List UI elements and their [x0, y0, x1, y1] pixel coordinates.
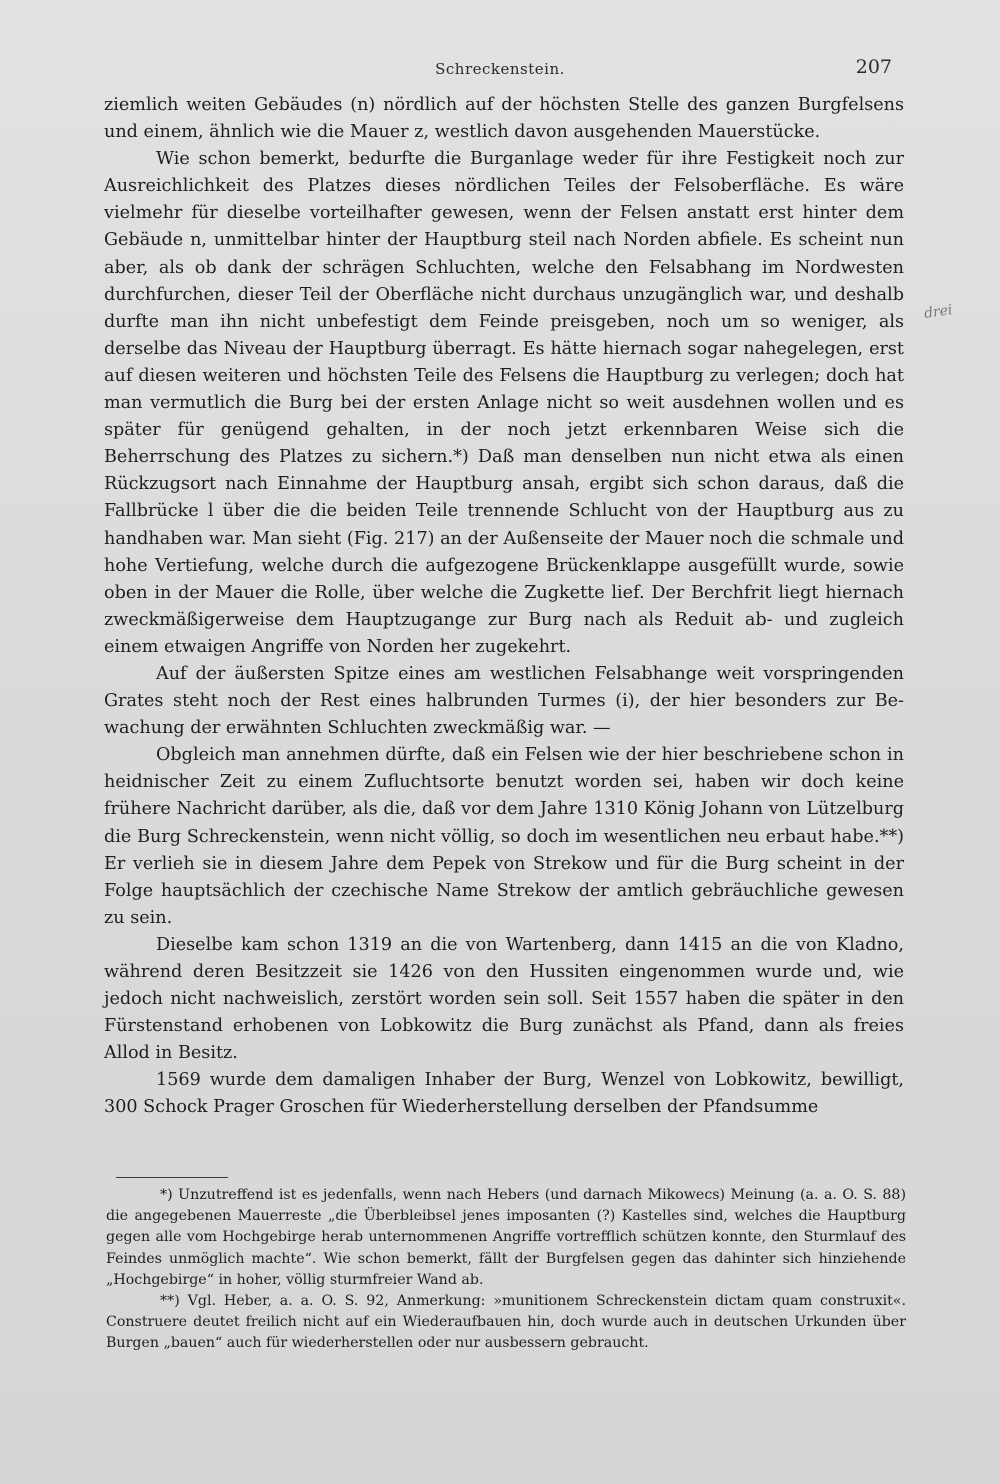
handwritten-margin-note: drei [923, 302, 954, 322]
paragraph: Obgleich man annehmen dürfte, daß ein Felsen wie der hier beschriebene schon in heidnischer Zeit zu einem Zufluchtsorte benutzt worden sei, haben wir doch keine frühere Nachricht darüber, als die, daß vor dem Jahre 1310 König Johann von Lützelburg die Burg Schreckenstein, wenn nicht völlig, so doch im wesentlichen neu erbaut habe.**) Er verlieh sie in diesem Jahre dem Pepek von Strekow und für die Burg scheint in der Folge hauptsächlich der czechische Name Strekow der amtlich gebräuchliche gewesen zu sein. [104, 745, 904, 928]
paragraph: Wie schon bemerkt, bedurfte die Burganlage weder für ihre Festigkeit noch zur Ausreichlichkeit des Platzes dieses nördlichen Teiles der Felsoberfläche. Es wäre vielmehr für dieselbe vorteilhafter gewesen, wenn der Felsen anstatt erst hinter dem Gebäude n, unmittelbar hinter der Hauptburg steil nach Norden abfiele. Es scheint nun aber, als ob dank der schrägen Schluchten, welche den Felsabhang im Nordwesten durchfurchen, dieser Teil der Oberfläche nicht durchaus unzugänglich war, und deshalb durfte man ihn nicht unbefestigt dem Feinde preisgeben, noch um so weniger, als derselbe das Niveau der Hauptburg überragt. Es hätte hiernach sogar nahegelegen, erst auf diesen weiteren und höchsten Teile des Felsens die Hauptburg zu verlegen; doch hat man vermutlich die Burg bei der ersten Anlage nicht so weit ausdehnen wollen und es später für genügend gehalten, in der noch jetzt erkennbaren Weise sich die Beherrschung des Platzes zu sichern.*) Daß man denselben nun nicht etwa als einen Rückzugsort nach Einnahme der Hauptburg ansah, ergibt sich schon daraus, daß die Fallbrücke l über die die beiden Teile trennende Schlucht von der Hauptburg aus zu handhaben war. Man sieht (Fig. 217) an der Außenseite der Mauer noch die schmale und hohe Vertiefung, welche durch die aufgezogene Brückenklappe ausgefüllt wurde, sowie oben in der Mauer die Rolle, über welche die Zugkette lief. Der Berchfrit liegt hiernach zweckmäßigerweise dem Hauptzugange zur Burg nach als Reduit ab- und zugleich einem etwaigen Angriffe von Norden her zugekehrt. [104, 149, 904, 657]
paragraph: Dieselbe kam schon 1319 an die von Wartenberg, dann 1415 an die von Kladno, während deren Besitzzeit sie 1426 von den Hussiten eingenommen wurde und, wie jedoch nicht nachweislich, zerstört worden sein soll. Seit 1557 haben die später in den Fürstenstand erhobenen von Lobkowitz die Burg zunächst als Pfand, dann als freies Allod in Besitz. [104, 934, 904, 1064]
running-title: Schreckenstein. [435, 60, 565, 78]
footnote: *) Unzutreffend ist es jedenfalls, wenn nach Hebers (und darnach Mikowecs) Meinung (a. a. O. S. 88) die angegebenen Mauerreste „die Überbleibsel jenes imposanten (?) Kastelles sind, welches die Hauptburg gegen alle vom Hochgebirge herab unternommenen Angriffe vortrefflich schützen konnte, den Sturmlauf des Feindes unmöglich machte“. Wie schon bemerkt, fällt der Burgfelsen gegen das dahinter sich hinziehende „Hochgebirge“ in hoher, völlig sturmfreier Wand ab. [106, 1187, 906, 1288]
footnote-divider [116, 1177, 228, 1178]
body-text [104, 92, 904, 1122]
running-head [100, 56, 900, 84]
footnote: **) Vgl. Heber, a. a. O. S. 92, Anmerkung: »munitionem Schreckenstein dictam quam construxit«. Construere deutet freilich nicht auf ein Wiederaufbauen hin, doch wurde auch in deutschen Urkunden über Burgen „bauen“ auch für wiederherstellen oder nur ausbessern gebraucht. [106, 1293, 906, 1352]
page-number: 207 [855, 56, 892, 78]
paragraph-continuation: ziemlich weiten Gebäudes (n) nördlich auf der höchsten Stelle des ganzen Burgfelsens und einem, ähnlich wie die Mauer z, westlich davon ausgehenden Mauerstücke. [104, 95, 904, 143]
paragraph: 1569 wurde dem damaligen Inhaber der Burg, Wenzel von Lobkowitz, bewilligt, 300 Schock Prager Groschen für Wiederherstellung derselben der Pfandsumme [104, 1070, 904, 1118]
footnotes [106, 1185, 906, 1355]
paragraph: Auf der äußersten Spitze eines am westlichen Felsabhange weit vorspringenden Grates steht noch der Rest eines halbrunden Turmes (i), der hier besonders zur Bewachung der erwähnten Schluchten zweckmäßig war. — [104, 663, 904, 739]
